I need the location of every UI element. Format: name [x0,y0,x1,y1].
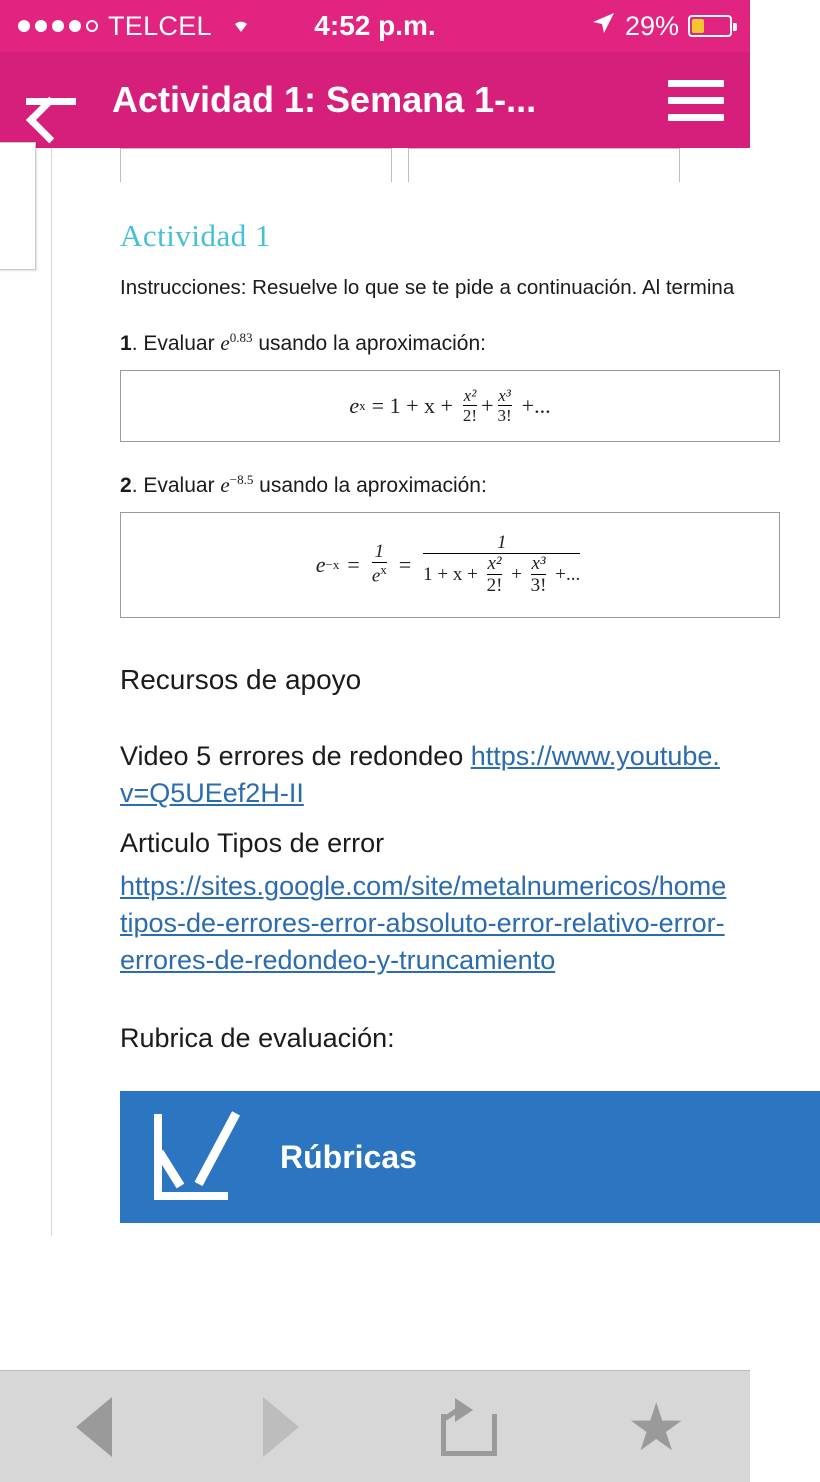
star-icon: ★ [626,1389,686,1464]
article-link-line-3[interactable]: errores-de-redondeo-y-truncamiento [120,944,556,975]
bookmark-button[interactable] [563,1371,751,1482]
formula-2-frac1-den: $e^x$ [371,562,387,587]
wifi-icon [226,11,256,42]
formula-box-1 [120,370,780,442]
page-title: Actividad 1: Semana 1-... [112,79,537,120]
formula-2-lead: e [315,552,326,577]
top-field-left[interactable] [120,148,392,182]
formula-1-rhs: = 1 + x + [371,393,453,418]
formula-1-fraction-1 [463,387,477,425]
question-1-number: 1 [120,332,132,355]
video-label: Video 5 errores de redondeo [120,741,471,771]
top-input-row [120,148,810,182]
formula-2-den-plus: + [511,563,522,585]
formula-1-fraction-2 [498,387,512,425]
question-2-expr-base: e [220,473,230,497]
question-1-text-after: usando la aproximación: [252,332,486,355]
article-link-block [120,868,810,978]
battery-icon [688,15,732,37]
document-body [52,148,810,1236]
formula-1-frac2-num: x³ [498,385,511,405]
formula-2-den-tail: +... [555,563,581,585]
content-area [0,148,750,1482]
formula-2-den-fraction-2 [531,554,547,597]
formula-2-den-frac1-den: 2! [486,575,503,597]
question-1-text-before: . Evaluar [131,332,221,355]
nav-forward-icon [263,1397,299,1457]
video-paragraph [120,738,810,811]
formula-2-lead-exponent: −x [325,557,340,572]
checkmark-icon [154,1114,250,1200]
formula-2-frac2-num: 1 [496,532,507,554]
activity-title: Actividad 1 [120,218,271,253]
formula-1-frac2-den: 3! [497,405,512,425]
article-link-line-1[interactable]: https://sites.google.com/site/metalnumericos/home [120,871,727,902]
clock-label: 4:52 p.m. [314,10,436,41]
formula-2-eq-2: = [398,552,412,577]
formula-1-frac1-num: x² [463,385,477,405]
floating-panel [0,142,36,270]
document-scroll-area[interactable] [0,148,750,1236]
question-2-line [120,472,810,498]
instructions-text: Instrucciones: Resuelve lo que se te pide a continuación. Al termina [120,276,735,299]
formula-2-den-frac2-den: 3! [530,575,547,597]
nav-back-icon [76,1397,112,1457]
question-1-expr-exponent: 0.83 [229,330,253,345]
hamburger-menu-icon[interactable] [668,80,724,121]
share-icon [441,1398,497,1456]
status-bar-right [590,10,732,43]
formula-2-fraction-1 [372,542,387,587]
formula-1-tail: +... [521,393,551,418]
question-2-text-after: usando la aproximación: [253,474,487,497]
formula-1-lead: e [349,393,360,418]
location-arrow-icon [590,10,616,43]
left-gutter [0,148,52,1236]
formula-2-den-fraction-1 [487,554,503,597]
question-2-expr-exponent: −8.5 [229,472,254,487]
top-field-right[interactable] [408,148,680,182]
formula-2-eq-1: = [347,552,360,577]
video-link-continued[interactable]: v=Q5UEef2H-II [120,777,304,808]
bottom-toolbar [0,1370,750,1482]
rubricas-banner[interactable] [120,1091,820,1223]
video-link[interactable]: https://www.youtube. [470,741,720,771]
article-label: Articulo Tipos de error [120,828,385,859]
question-1-line [120,330,810,356]
formula-2-den-frac2-num: x³ [531,553,546,575]
share-button[interactable] [375,1371,563,1482]
question-2-text-before: . Evaluar [131,474,221,497]
status-bar-left [18,11,256,42]
formula-1-lead-exponent: x [359,398,366,413]
question-1-expr-base: e [220,331,230,355]
formula-1-frac1-den: 2! [462,405,478,425]
formula-2-den-lead: 1 + x + [423,563,478,585]
formula-1-plus: + [481,393,494,418]
formula-2-fraction-2 [423,533,580,597]
carrier-label: TELCEL [108,10,212,41]
app-bar [0,52,750,148]
formula-2-frac1-num: 1 [374,541,385,563]
nav-back-button[interactable] [0,1371,188,1482]
formula-2-frac2-den [423,553,580,597]
signal-strength-icon [18,20,98,32]
formula-2-den-frac1-num: x² [487,553,502,575]
article-link-line-2[interactable]: tipos-de-errores-error-absoluto-error-relativo-error- [120,907,725,938]
status-bar [0,0,750,52]
back-arrow-icon[interactable] [26,80,82,120]
rubric-heading: Rubrica de evaluación: [120,1023,395,1054]
nav-forward-button[interactable] [188,1371,376,1482]
support-heading: Recursos de apoyo [120,664,362,695]
question-2-number: 2 [120,474,132,497]
battery-percent-label: 29% [624,10,679,41]
formula-box-2 [120,512,780,618]
rubricas-banner-label: Rúbricas [280,1138,417,1175]
